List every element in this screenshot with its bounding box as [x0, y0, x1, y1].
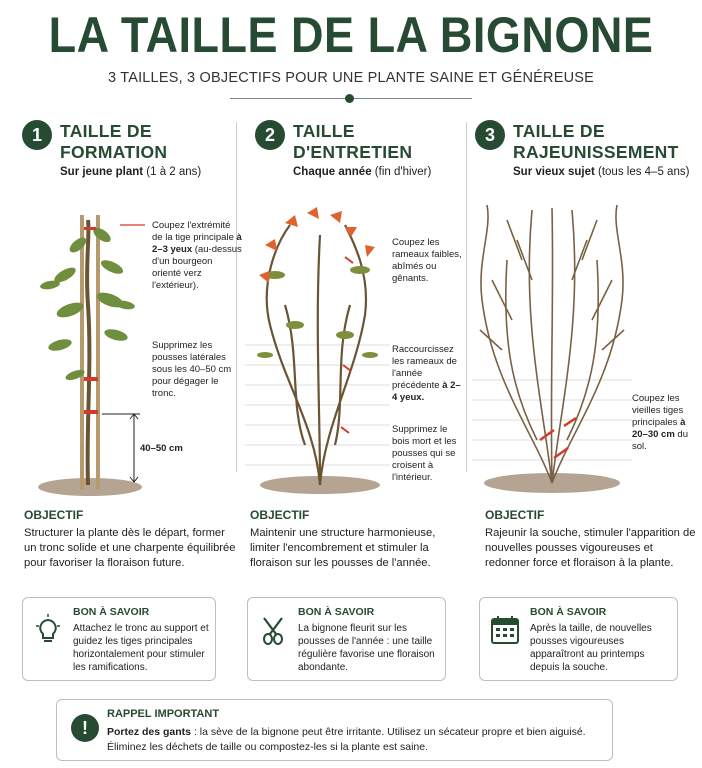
step-number-badge: 1	[22, 120, 52, 150]
established-vine-illustration	[245, 205, 390, 495]
tip-box	[22, 597, 216, 681]
annotation-cut-weak: Coupez les rameaux faibles, abîmés ou gênants.	[392, 237, 462, 284]
objective-label: OBJECTIF	[485, 508, 545, 522]
height-measure-label: 40–50 cm	[140, 443, 183, 454]
tip-title: BON À SAVOIR	[298, 606, 375, 618]
objective-text: Maintenir une structure harmonieuse, limiter l'encombrement et stimuler la floraison sur les pousses de l'année.	[250, 527, 436, 569]
step-title: TAILLE D'ENTRETIEN	[293, 121, 413, 162]
annotation-remove-side-shoots: Supprimez les pousses latérales sous les 40–50 cm pour dégager le tronc.	[152, 340, 232, 399]
young-plant-illustration	[30, 205, 150, 500]
tip-text: La bignone fleurit sur les pousses de l'année : une taille régulière favorise une floraison abondante.	[298, 623, 435, 673]
annotation-cut-old-stems: Coupez les vieilles tiges principales à 20–30 cm du sol.	[632, 393, 689, 452]
tip-box	[247, 597, 446, 681]
annotation-cut-tip: Coupez l'extrémité de la tige principale à 2–3 yeux (au-dessus d'un bourgeon orienté verz l'extérieur).	[152, 220, 242, 291]
pruning-shears-icon	[258, 614, 288, 646]
step-subtitle: Sur jeune plant (1 à 2 ans)	[60, 166, 202, 178]
tip-text: Attachez le tronc au support et guidez les tiges principales horizontalement pour stimuler les ramifications.	[73, 623, 209, 673]
step-subtitle: Sur vieux sujet (tous les 4–5 ans)	[513, 166, 690, 178]
objective-label: OBJECTIF	[24, 508, 84, 522]
page-title: LA TAILLE DE LA BIGNONE	[48, 6, 654, 64]
old-vine-illustration	[472, 200, 632, 495]
annotation-dead-wood: Supprimez le bois mort et les pousses qui se croisent à l'intérieur.	[392, 424, 457, 483]
calendar-icon	[490, 614, 520, 646]
objective-text: Rajeunir la souche, stimuler l'apparition de nouvelles pousses vigoureuses et redonner force et floraison à la plante.	[485, 527, 696, 569]
title-divider-dot	[345, 94, 354, 103]
objective-label: OBJECTIF	[250, 508, 310, 522]
tip-box	[479, 597, 678, 681]
page-subtitle: 3 TAILLES, 3 OBJECTIFS POUR UNE PLANTE SAINE ET GÉNÉREUSE	[107, 70, 594, 86]
reminder-text: Portez des gants : la sève de la bignone peut être irritante. Utilisez un sécateur propre et bien aiguisé. Éliminez les déchets de taille ou compostez-les si la plante est saine.	[107, 726, 586, 753]
step-number-badge: 2	[255, 120, 285, 150]
objective-text: Structurer la plante dès le départ, former un tronc solide et une charpente équilibrée pour favoriser la floraison future.	[24, 527, 236, 569]
tip-text: Après la taille, de nouvelles pousses vigoureuses apparaîtront au printemps depuis la souche.	[530, 623, 652, 673]
reminder-title: RAPPEL IMPORTANT	[107, 708, 220, 720]
tip-title: BON À SAVOIR	[530, 606, 607, 618]
annotation-shorten: Raccourcissez les rameaux de l'année précédente à 2–4 yeux.	[392, 344, 461, 403]
exclamation-icon: !	[71, 714, 99, 742]
step-title: TAILLE DE RAJEUNISSEMENT	[513, 121, 679, 162]
step-title: TAILLE DE FORMATION	[60, 121, 168, 162]
important-reminder-box	[56, 699, 613, 761]
lightbulb-icon	[33, 614, 63, 646]
step-number-badge: 3	[475, 120, 505, 150]
tip-title: BON À SAVOIR	[73, 606, 150, 618]
step-subtitle: Chaque année (fin d'hiver)	[293, 166, 432, 178]
